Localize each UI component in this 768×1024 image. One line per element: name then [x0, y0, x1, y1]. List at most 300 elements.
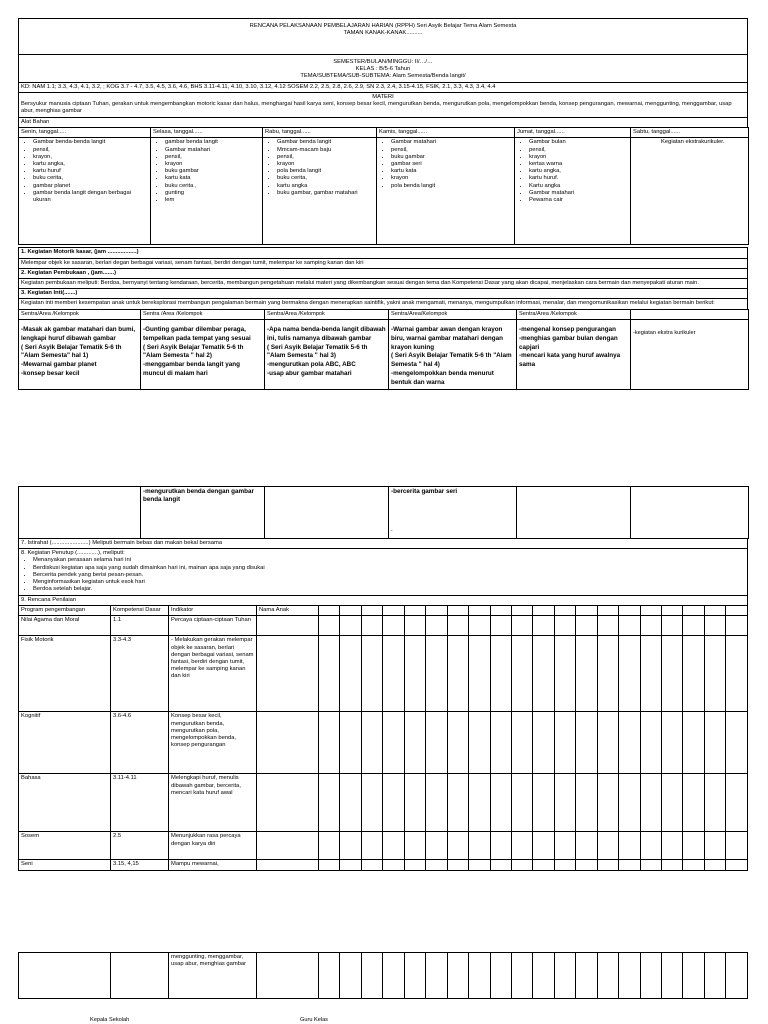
- list-item: • pensil,: [165, 154, 260, 161]
- name-slot-cell: [683, 616, 704, 636]
- day-items-cell: [263, 138, 377, 245]
- name-slot-cell: [469, 953, 490, 999]
- nama-anak-cell: [257, 953, 319, 999]
- name-slot-cell: [726, 636, 748, 712]
- kd-line: KD: NAM 1.1; 3.3, 4.3, 4.1, 3.2, ; KOG 3.7 - 4.7, 3.5, 4.5, 3.6, 4.6, BHS 3.11-4.11, 4.10, 3.10, 3.12, 4.12 SOSEM 2.2, 2.5, 2.8, 2.6, 2.9, SN 2.3, 2.4, 3.15-4.15, FSIK, 2.1, 3.3, 4.3, 3.4, 4.4: [19, 82, 748, 92]
- name-slot-cell: [447, 832, 468, 860]
- table-row: [19, 616, 748, 636]
- sentra-continued-dot: .: [391, 525, 393, 533]
- table-row: [19, 636, 748, 712]
- sentra-continued-cell: [265, 487, 389, 539]
- name-slot-cell: [511, 606, 532, 616]
- name-slot-cell: [576, 636, 597, 712]
- day-items-list: [153, 139, 260, 204]
- table-header-cell: Program pengembangan: [19, 606, 111, 616]
- list-item: • kartu kata: [165, 175, 260, 182]
- materi-cell: [19, 92, 748, 117]
- table-header-cell: Kompetensi Dasar: [111, 606, 169, 616]
- list-item: • Pewarna cair: [529, 197, 628, 204]
- name-slot-cell: [340, 712, 361, 774]
- day-items-list: [517, 139, 628, 204]
- program-cell: Bahasa: [19, 774, 111, 832]
- name-slot-cell: [340, 774, 361, 832]
- indikator-cell: menggunting, menggambar, usap abur, menghias gambar: [169, 953, 257, 999]
- table-header-row: [19, 606, 748, 616]
- sentra-continued-cell: [389, 487, 517, 539]
- name-slot-cell: [662, 774, 683, 832]
- name-slot-cell: [533, 774, 554, 832]
- sentra-continued-cell: [19, 487, 141, 539]
- name-slot-cell: [383, 606, 404, 616]
- list-item: • pola benda langit: [277, 168, 374, 175]
- list-item: • Gambar matahari: [391, 139, 512, 146]
- name-slot-cell: [597, 860, 618, 870]
- day-items-list: [21, 139, 148, 204]
- name-slot-cell: [319, 606, 340, 616]
- program-cell: Sosem: [19, 832, 111, 860]
- name-slot-cell: [469, 860, 490, 870]
- name-slot-cell: [361, 636, 382, 712]
- day-header: Senin, tanggal.....: [19, 128, 151, 138]
- name-slot-cell: [319, 616, 340, 636]
- kd-cell: 3.15, 4,15: [111, 860, 169, 870]
- name-slot-cell: [597, 774, 618, 832]
- name-slot-cell: [426, 953, 447, 999]
- name-slot-cell: [640, 616, 661, 636]
- name-slot-cell: [361, 712, 382, 774]
- name-slot-cell: [640, 636, 661, 712]
- day-items-list: [265, 139, 374, 197]
- name-slot-cell: [554, 953, 575, 999]
- sentra-activity: -Gunting gambar dilembar peraga, tempelkan pada tempat yang sesuai ( Seri Asyik Belajar Tematik 5-6 th "Alam Semesta " hal 2) -menggambar benda langit yang muncul di malam hari: [141, 319, 265, 389]
- name-slot-cell: [319, 636, 340, 712]
- name-slot-cell: [426, 616, 447, 636]
- list-item: • kertas warna: [529, 161, 628, 168]
- name-slot-cell: [640, 606, 661, 616]
- name-slot-cell: [597, 953, 618, 999]
- name-slot-cell: [726, 832, 748, 860]
- name-slot-cell: [319, 832, 340, 860]
- table-header-cell: Indikator: [169, 606, 257, 616]
- name-slot-cell: [447, 606, 468, 616]
- list-item: • lem: [165, 197, 260, 204]
- day-items-list: [379, 139, 512, 190]
- document-title: RENCANA PELAKSANAAN PEMBELAJARAN HARIAN (RPPH) Seri Asyik Belajar Tema Alam Semesta: [249, 23, 517, 29]
- program-cell: Seni: [19, 860, 111, 870]
- name-slot-cell: [340, 606, 361, 616]
- name-slot-cell: [576, 616, 597, 636]
- name-slot-cell: [404, 953, 425, 999]
- name-slot-cell: [361, 832, 382, 860]
- list-item: • buku gambar, gambar matahari: [277, 190, 374, 197]
- list-item: • Kartu angka: [529, 183, 628, 190]
- list-item: • pensil,: [391, 147, 512, 154]
- list-item: • Gambar bulan: [529, 139, 628, 146]
- name-slot-cell: [426, 636, 447, 712]
- name-slot-cell: [383, 774, 404, 832]
- list-item: • buku cerita ,: [165, 183, 260, 190]
- sentra-activity: -Apa nama benda-benda langit dibawah ini, tulis namanya dibawah gambar ( Seri Asyik Belajar Tematik 5-6 th "Alam Semesta " hal 3) -mengurutkan pola ABC, ABC -usap abur gambar matahari: [265, 319, 389, 389]
- sentra-continued-cell: [631, 487, 749, 539]
- program-cell: Fisik Motorik: [19, 636, 111, 712]
- name-slot-cell: [683, 712, 704, 774]
- name-slot-cell: [511, 953, 532, 999]
- kd-cell: [111, 953, 169, 999]
- penutup-title: 8. Kegiatan Penutup (.............), meliputi:: [21, 550, 125, 557]
- name-slot-cell: [533, 832, 554, 860]
- name-slot-cell: [447, 616, 468, 636]
- name-slot-cell: [383, 860, 404, 870]
- name-slot-cell: [319, 860, 340, 870]
- name-slot-cell: [533, 616, 554, 636]
- name-slot-cell: [319, 774, 340, 832]
- name-slot-cell: [511, 832, 532, 860]
- name-slot-cell: [426, 860, 447, 870]
- sentra-header: Sentra/Area /Kelompok: [517, 309, 631, 319]
- name-slot-cell: [597, 606, 618, 616]
- name-slot-cell: [533, 636, 554, 712]
- name-slot-cell: [404, 832, 425, 860]
- name-slot-cell: [511, 636, 532, 712]
- istirahat-line: 7. Istirahat (.......................) Meliputi bermain bebas dan makan bekal bersama: [18, 539, 748, 549]
- name-slot-cell: [404, 616, 425, 636]
- name-slot-cell: [447, 636, 468, 712]
- name-slot-cell: [619, 832, 640, 860]
- list-item: • Mmcam-macam baju: [277, 147, 374, 154]
- day-header: Rabu, tanggal......: [263, 128, 377, 138]
- name-slot-cell: [447, 774, 468, 832]
- nama-anak-cell: [257, 616, 319, 636]
- name-slot-cell: [361, 616, 382, 636]
- sentra-continued-cell: [517, 487, 631, 539]
- list-item: • pensil,: [277, 154, 374, 161]
- school-name: TAMAN KANAK-KANAK..........: [343, 30, 423, 37]
- name-slot-cell: [361, 774, 382, 832]
- name-slot-cell: [340, 636, 361, 712]
- name-slot-cell: [726, 860, 748, 870]
- list-item: • kartu huruf: [33, 168, 148, 175]
- sentra-table: [18, 309, 749, 390]
- name-slot-cell: [640, 712, 661, 774]
- name-slot-cell: [511, 616, 532, 636]
- name-slot-cell: [554, 636, 575, 712]
- name-slot-cell: [576, 860, 597, 870]
- kegiatan-1: [18, 247, 748, 258]
- name-slot-cell: [511, 712, 532, 774]
- day-header: Sabtu, tanggal......: [631, 128, 749, 138]
- sentra-activity: -Warnai gambar awan dengan krayon biru, warnai gambar matahari dengan krayon kuning ( Seri Asyik Belajar Tematik 5-6 th "Alam Semesta " hal 4) -mengelompokkan benda menurut bentuk dan warna: [389, 319, 517, 389]
- name-slot-cell: [662, 616, 683, 636]
- kegiatan-3-text: Kegiatan inti memberi kesempatan anak untuk bereksplorasi membangun pengalaman bermain yang bermakna dengan menerapkan saintifik, yakni anak mengamati, menanya, mengumpulkan informasi, menalar, dan mengomunikasikan melalui kegiatan bermain berikut:: [18, 299, 748, 309]
- name-slot-cell: [554, 832, 575, 860]
- tema-line: TEMA/SUBTEMA/SUB-SUBTEMA: Alam Semesta/Benda langit/: [300, 73, 466, 80]
- name-slot-cell: [533, 606, 554, 616]
- kd-cell: 2.5: [111, 832, 169, 860]
- name-slot-cell: [576, 832, 597, 860]
- name-slot-cell: [597, 832, 618, 860]
- name-slot-cell: [361, 606, 382, 616]
- list-item: • buku gambar: [165, 168, 260, 175]
- sentra-header: [631, 309, 749, 319]
- list-item: • buku cerita,: [277, 175, 374, 182]
- ekstrakurikuler-note: Kegiatan ekstrakurikuler.: [661, 139, 725, 146]
- sentra-header: Sentra /Area /Kelompok: [141, 309, 265, 319]
- name-slot-cell: [319, 712, 340, 774]
- name-slot-cell: [619, 860, 640, 870]
- list-item: • Berdiskusi kegiatan apa saja yang sudah dimainkan hari ini, mainan apa saja yang disukai: [33, 565, 745, 572]
- name-slot-cell: [704, 712, 725, 774]
- sentra-header: Sentra/Area/Kelompok: [389, 309, 517, 319]
- program-cell: Kognitif: [19, 712, 111, 774]
- indikator-cell: Mampu mewarnai,: [169, 860, 257, 870]
- indikator-cell: Melengkapi huruf, menulis dibawah gambar, bercerita, mencari kata huruf awal: [169, 774, 257, 832]
- name-slot-cell: [490, 712, 511, 774]
- kd-cell: 1.1: [111, 616, 169, 636]
- header-table: [18, 18, 748, 128]
- nama-anak-cell: [257, 636, 319, 712]
- list-item: • pola benda langit: [391, 183, 512, 190]
- list-item: • gunting: [165, 190, 260, 197]
- name-slot-cell: [704, 860, 725, 870]
- name-slot-cell: [490, 860, 511, 870]
- list-item: • krayon: [165, 161, 260, 168]
- name-slot-cell: [426, 712, 447, 774]
- name-slot-cell: [662, 712, 683, 774]
- name-slot-cell: [597, 616, 618, 636]
- table-row: [19, 860, 748, 870]
- name-slot-cell: [426, 832, 447, 860]
- name-slot-cell: [340, 860, 361, 870]
- name-slot-cell: [726, 774, 748, 832]
- name-slot-cell: [662, 636, 683, 712]
- penilaian-title: 9. Rencana Penilaian: [18, 596, 748, 606]
- name-slot-cell: [340, 832, 361, 860]
- name-slot-cell: [554, 606, 575, 616]
- indikator-cell: Menunjukkan rasa percaya dengan karya diri: [169, 832, 257, 860]
- rpph-page-3: [18, 952, 748, 999]
- penutup-list: [21, 557, 745, 593]
- name-slot-cell: [726, 616, 748, 636]
- kepala-sekolah-label: Kepala Sekolah: [90, 1017, 130, 1023]
- penilaian-table: [18, 605, 748, 870]
- materi-text: Bersyukur manusia ciptaan Tuhan, gerakan untuk mengembangkan motoric kasar dan halus, menghargai hasil karya seni, konsep besar kecil, mengurutkan benda, mengurutkan pola, mengelompokkan benda, konsep pengurangan, mewarnai, menggunting, menggambar, usap abur, menghias gambar: [21, 101, 732, 115]
- sentra-activity: -kegiatan ekstra kurikuler: [631, 319, 749, 389]
- list-item: • pensil,: [529, 147, 628, 154]
- name-slot-cell: [383, 832, 404, 860]
- name-slot-cell: [640, 774, 661, 832]
- list-item: • kartu angka: [277, 183, 374, 190]
- list-item: • pensil,: [33, 147, 148, 154]
- nama-anak-cell: [257, 860, 319, 870]
- list-item: • kartu angka,: [33, 161, 148, 168]
- name-slot-cell: [469, 774, 490, 832]
- name-slot-cell: [640, 860, 661, 870]
- name-slot-cell: [554, 774, 575, 832]
- day-items-cell: [377, 138, 515, 245]
- nama-anak-cell: [257, 832, 319, 860]
- name-slot-cell: [704, 616, 725, 636]
- alat-bahan-table: [18, 127, 749, 245]
- kegiatan-2-text: Kegiatan pembukaan meliputi: Berdoa, bernyanyi tentang kendaraan, bercerita, membangun pengetahuan melalui materi yang dikembangkan sesuai dengan tema dan Kompetensi Dasar yang akan dicapai, menjelaskan cara bermain dan menyepakati aturan main.: [18, 279, 748, 289]
- penilaian-continued-table: [18, 952, 748, 999]
- name-slot-cell: [683, 636, 704, 712]
- name-slot-cell: [447, 712, 468, 774]
- day-items-cell: [515, 138, 631, 245]
- name-slot-cell: [704, 606, 725, 616]
- title-cell: [19, 19, 748, 55]
- name-slot-cell: [383, 616, 404, 636]
- penutup-block: [18, 549, 748, 595]
- list-item: • kartu kata: [391, 168, 512, 175]
- table-row: [19, 712, 748, 774]
- name-slot-cell: [704, 953, 725, 999]
- list-item: • krayon,: [33, 154, 148, 161]
- name-slot-cell: [640, 953, 661, 999]
- list-item: • gambar benda langit dengan berbagai ukuran: [33, 190, 148, 204]
- kegiatan-3-title: 3. Kegiatan Inti(.......): [18, 289, 748, 299]
- kd-cell: 3.3-4.3: [111, 636, 169, 712]
- kd-cell: 3.6-4.6: [111, 712, 169, 774]
- name-slot-cell: [704, 832, 725, 860]
- name-slot-cell: [683, 860, 704, 870]
- name-slot-cell: [554, 616, 575, 636]
- name-slot-cell: [340, 616, 361, 636]
- sentra-header: Sentra/Area /Kelompok: [265, 309, 389, 319]
- kd-cell: 3.11-4.11: [111, 774, 169, 832]
- list-item: • Berdoa setelah belajar.: [33, 586, 745, 593]
- list-item: • gambar planet: [33, 183, 148, 190]
- name-slot-cell: [662, 953, 683, 999]
- list-item: • Bercerita pendek yang berisi pesan-pesan.: [33, 572, 745, 579]
- name-slot-cell: [383, 636, 404, 712]
- name-slot-cell: [576, 606, 597, 616]
- day-header: Selasa, tanggal......: [151, 128, 263, 138]
- name-slot-cell: [490, 606, 511, 616]
- list-item: • gambar seri: [391, 161, 512, 168]
- name-slot-cell: [726, 712, 748, 774]
- name-slot-cell: [447, 953, 468, 999]
- list-item: • Gambar benda langit: [277, 139, 374, 146]
- name-slot-cell: [533, 860, 554, 870]
- list-item: • Gambar benda-benda langit: [33, 139, 148, 146]
- name-slot-cell: [319, 953, 340, 999]
- list-item: • Menanyakan perasaan selama hari ini: [33, 557, 745, 564]
- name-slot-cell: [554, 712, 575, 774]
- program-cell: [19, 953, 111, 999]
- name-slot-cell: [576, 953, 597, 999]
- semester-cell: [19, 55, 748, 83]
- name-slot-cell: [576, 774, 597, 832]
- materi-label: MATERI: [372, 93, 394, 100]
- list-item: • Gambar matahari: [165, 147, 260, 154]
- kegiatan-2-title: 2. Kegiatan Pembukaan , (jam.......): [18, 269, 748, 279]
- name-slot-cell: [704, 774, 725, 832]
- name-slot-cell: [340, 953, 361, 999]
- name-slot-cell: [447, 860, 468, 870]
- kegiatan-1-text: Melempar objek ke sasaran, berlari degan berbagai variasi, senam fantasi, berdiri dengan tumit, melempar ke samping kanan dan kiri: [18, 259, 748, 269]
- name-slot-cell: [683, 774, 704, 832]
- list-item: • Menginformasikan kegiatan untuk esok hari: [33, 579, 745, 586]
- name-slot-cell: [683, 832, 704, 860]
- name-slot-cell: [726, 953, 748, 999]
- kelas-line: KELAS : B/5-6 Tahun: [355, 66, 411, 73]
- name-slot-cell: [490, 774, 511, 832]
- list-item: • Gambar matahari: [529, 190, 628, 197]
- sentra-continued-text: -bercerita gambar seri: [391, 488, 458, 495]
- name-slot-cell: [383, 953, 404, 999]
- rpph-page-2: [18, 486, 748, 871]
- name-slot-cell: [469, 636, 490, 712]
- name-slot-cell: [404, 606, 425, 616]
- name-slot-cell: [554, 860, 575, 870]
- name-slot-cell: [726, 606, 748, 616]
- name-slot-cell: [619, 636, 640, 712]
- list-item: • buku gambar: [391, 154, 512, 161]
- name-slot-cell: [469, 712, 490, 774]
- name-slot-cell: [469, 616, 490, 636]
- table-header-cell: Nama Anak: [257, 606, 319, 616]
- name-slot-cell: [490, 616, 511, 636]
- kegiatan-1-title: 1. Kegiatan Motorik kasar, (jam ..................): [21, 249, 139, 256]
- name-slot-cell: [619, 774, 640, 832]
- program-cell: Nilai Agama dan Moral: [19, 616, 111, 636]
- name-slot-cell: [662, 860, 683, 870]
- name-slot-cell: [597, 636, 618, 712]
- sentra-continued-table: [18, 486, 749, 539]
- name-slot-cell: [597, 712, 618, 774]
- indikator-cell: - Melakukan gerakan melempar objek ke sasaran, berlari dengan berbagai variasi, senam fantasi, berdiri dengan tumit, melempar ke samping kanan dan kiri: [169, 636, 257, 712]
- name-slot-cell: [533, 953, 554, 999]
- list-item: • kartu huruf.: [529, 175, 628, 182]
- name-slot-cell: [704, 636, 725, 712]
- name-slot-cell: [426, 774, 447, 832]
- name-slot-cell: [383, 712, 404, 774]
- name-slot-cell: [404, 712, 425, 774]
- sentra-activity: -Masak ak gambar matahari dan bumi, lengkapi huruf dibawah gambar ( Seri Asyik Belajar Tematik 5-6 th "Alam Semesta" hal 1) -Mewarnai gambar planet -konsep besar kecil: [19, 319, 141, 389]
- name-slot-cell: [662, 606, 683, 616]
- name-slot-cell: [576, 712, 597, 774]
- indikator-cell: Konsep besar kecil, mengurutkan benda, mengurutkan pola, mengelompokkan benda, konsep pengurangan: [169, 712, 257, 774]
- semester-line: SEMESTER/BULAN/MINGGU: II/…/…: [333, 59, 433, 65]
- name-slot-cell: [619, 712, 640, 774]
- name-slot-cell: [640, 832, 661, 860]
- name-slot-cell: [619, 606, 640, 616]
- name-slot-cell: [511, 774, 532, 832]
- sentra-header: Sentra/Area /Kelompok: [19, 309, 141, 319]
- list-item: • krayon: [277, 161, 374, 168]
- day-header: Kamis, tanggal......: [377, 128, 515, 138]
- name-slot-cell: [361, 860, 382, 870]
- name-slot-cell: [469, 606, 490, 616]
- name-slot-cell: [490, 953, 511, 999]
- name-slot-cell: [490, 832, 511, 860]
- name-slot-cell: [619, 953, 640, 999]
- name-slot-cell: [683, 953, 704, 999]
- name-slot-cell: [361, 953, 382, 999]
- name-slot-cell: [426, 606, 447, 616]
- list-item: • buku cerita,: [33, 175, 148, 182]
- sentra-activity: -mengenal konsep pengurangan -menghias gambar bulan dengan capjari -mencari kata yang huruf awalnya sama: [517, 319, 631, 389]
- nama-anak-cell: [257, 712, 319, 774]
- day-header: Jumat, tanggal......: [515, 128, 631, 138]
- name-slot-cell: [404, 774, 425, 832]
- nama-anak-cell: [257, 774, 319, 832]
- day-items-cell: [151, 138, 263, 245]
- list-item: • krayon: [391, 175, 512, 182]
- guru-kelas-label: Guru Kelas: [300, 1017, 328, 1023]
- indikator-cell: Percaya ciptaan-ciptaan Tuhan: [169, 616, 257, 636]
- day-items-cell: [631, 138, 749, 245]
